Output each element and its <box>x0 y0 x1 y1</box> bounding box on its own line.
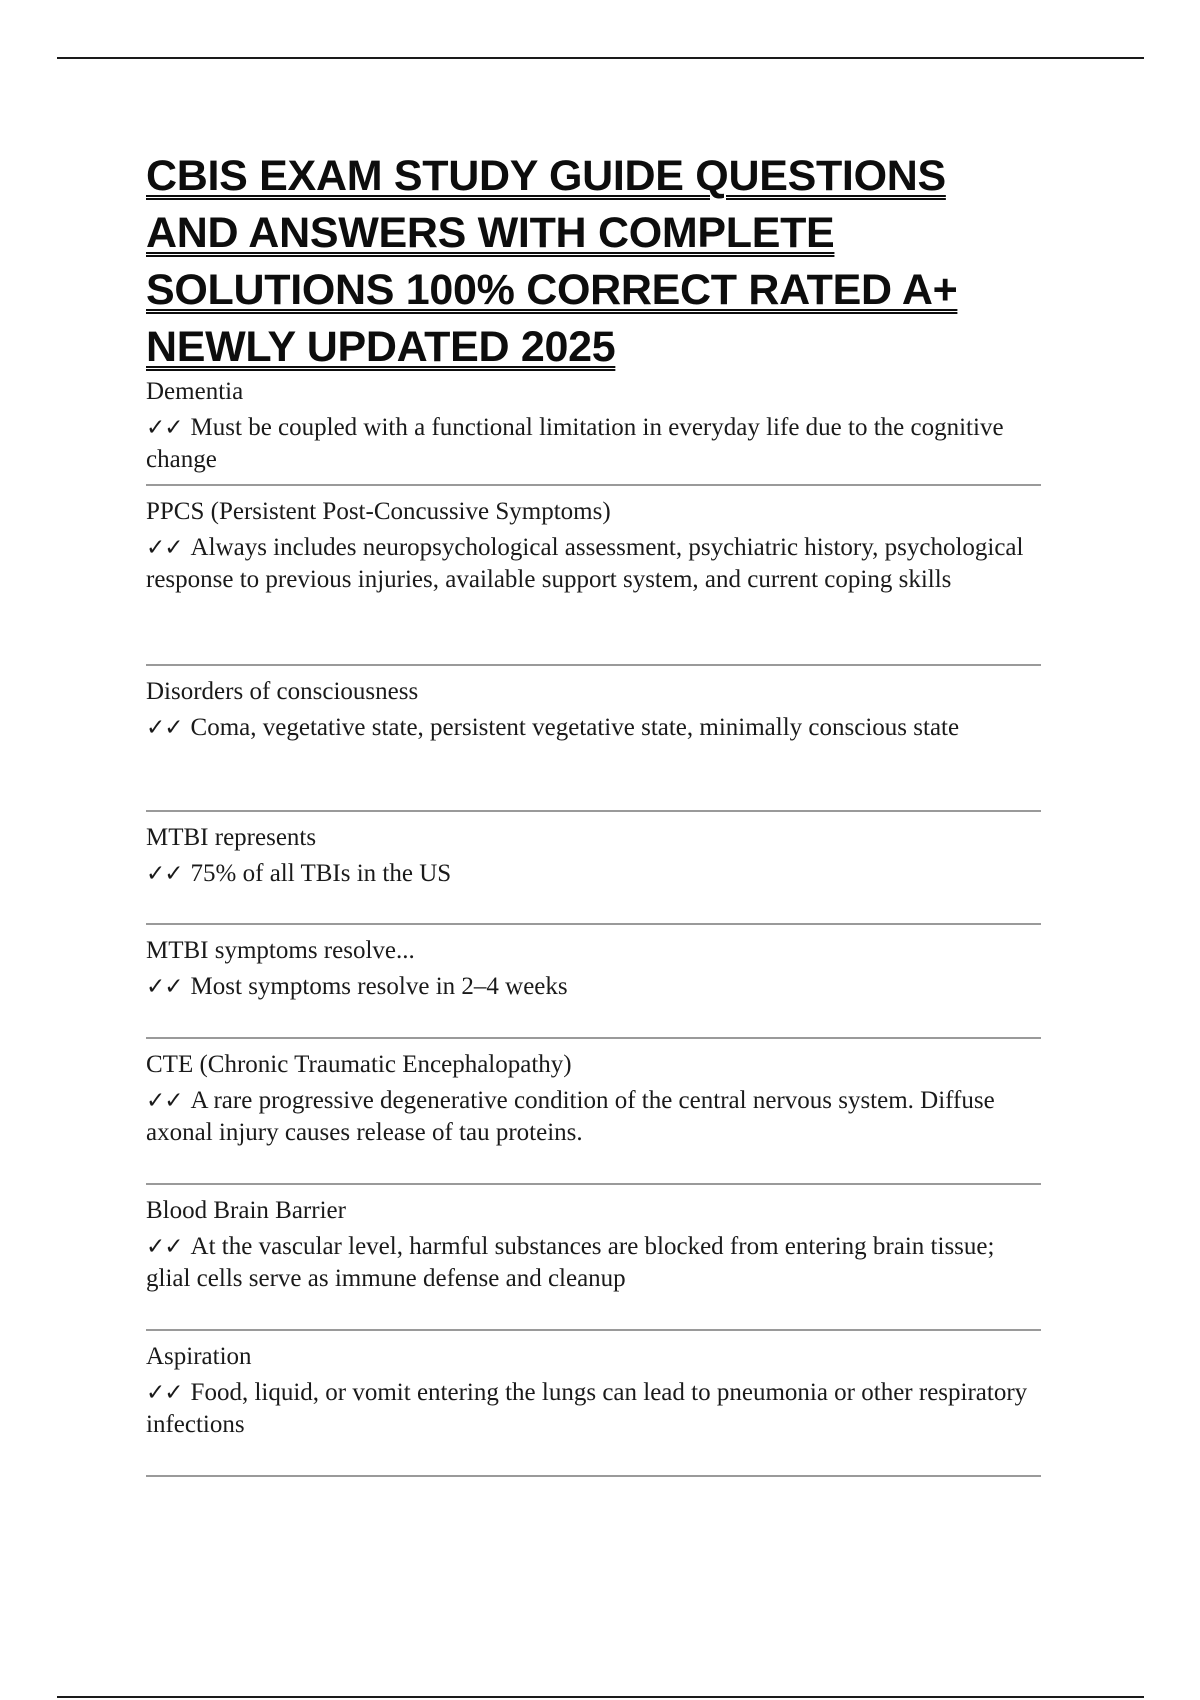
qa-item <box>146 1195 1041 1331</box>
qa-item <box>146 1049 1041 1185</box>
document-body <box>146 148 1076 1477</box>
question-text: MTBI symptoms resolve... <box>146 937 415 964</box>
answer-text <box>146 412 1041 476</box>
qa-item <box>146 676 1041 812</box>
answer-body: Coma, vegetative state, persistent vegetative state, minimally conscious state <box>190 714 960 741</box>
question-text: PPCS (Persistent Post-Concussive Symptoms) <box>146 498 611 525</box>
question-text: Disorders of consciousness <box>146 678 419 705</box>
qa-item <box>146 935 1041 1039</box>
double-check-icon: ✓✓ <box>146 415 183 441</box>
answer-body: 75% of all TBIs in the US <box>190 860 452 887</box>
double-check-icon: ✓✓ <box>146 1234 183 1260</box>
qa-item <box>146 496 1041 666</box>
question-text: CTE (Chronic Traumatic Encephalopathy) <box>146 1051 572 1078</box>
document-title: CBIS EXAM STUDY GUIDE QUESTIONS AND ANSWERS WITH COMPLETE SOLUTIONS 100% CORRECT RATED A+ NEWLY UPDATED 2025 <box>146 152 958 371</box>
double-check-icon: ✓✓ <box>146 1380 183 1406</box>
answer-body: Must be coupled with a functional limitation in everyday life due to the cognitive change <box>146 414 1004 473</box>
question-text: Aspiration <box>146 1343 252 1370</box>
answer-text <box>146 971 1041 1003</box>
question-text: Dementia <box>146 378 244 405</box>
top-page-rule <box>57 57 1144 59</box>
double-check-icon: ✓✓ <box>146 861 183 887</box>
answer-body: A rare progressive degenerative condition of the central nervous system. Diffuse axonal injury causes release of tau proteins. <box>146 1087 995 1146</box>
answer-text <box>146 858 1041 890</box>
qa-item <box>146 1341 1041 1477</box>
bottom-page-rule <box>57 1696 1144 1698</box>
double-check-icon: ✓✓ <box>146 974 183 1000</box>
qa-item <box>146 376 1041 486</box>
answer-body: At the vascular level, harmful substances are blocked from entering brain tissue; glial cells serve as immune defense and cleanup <box>146 1233 995 1292</box>
question-text: MTBI represents <box>146 824 317 851</box>
double-check-icon: ✓✓ <box>146 535 183 561</box>
answer-body: Food, liquid, or vomit entering the lungs can lead to pneumonia or other respiratory infections <box>146 1379 1028 1438</box>
question-text: Blood Brain Barrier <box>146 1197 346 1224</box>
answer-body: Most symptoms resolve in 2–4 weeks <box>190 973 568 1000</box>
answer-body: Always includes neuropsychological assessment, psychiatric history, psychological response to previous injuries, available support system, and current coping skills <box>146 534 1024 593</box>
answer-text <box>146 1377 1041 1441</box>
answer-text <box>146 1085 1041 1149</box>
double-check-icon: ✓✓ <box>146 1088 183 1114</box>
answer-text <box>146 712 1041 744</box>
qa-list <box>146 376 1041 1477</box>
answer-text <box>146 532 1041 596</box>
double-check-icon: ✓✓ <box>146 715 183 741</box>
qa-item <box>146 822 1041 925</box>
answer-text <box>146 1231 1041 1295</box>
